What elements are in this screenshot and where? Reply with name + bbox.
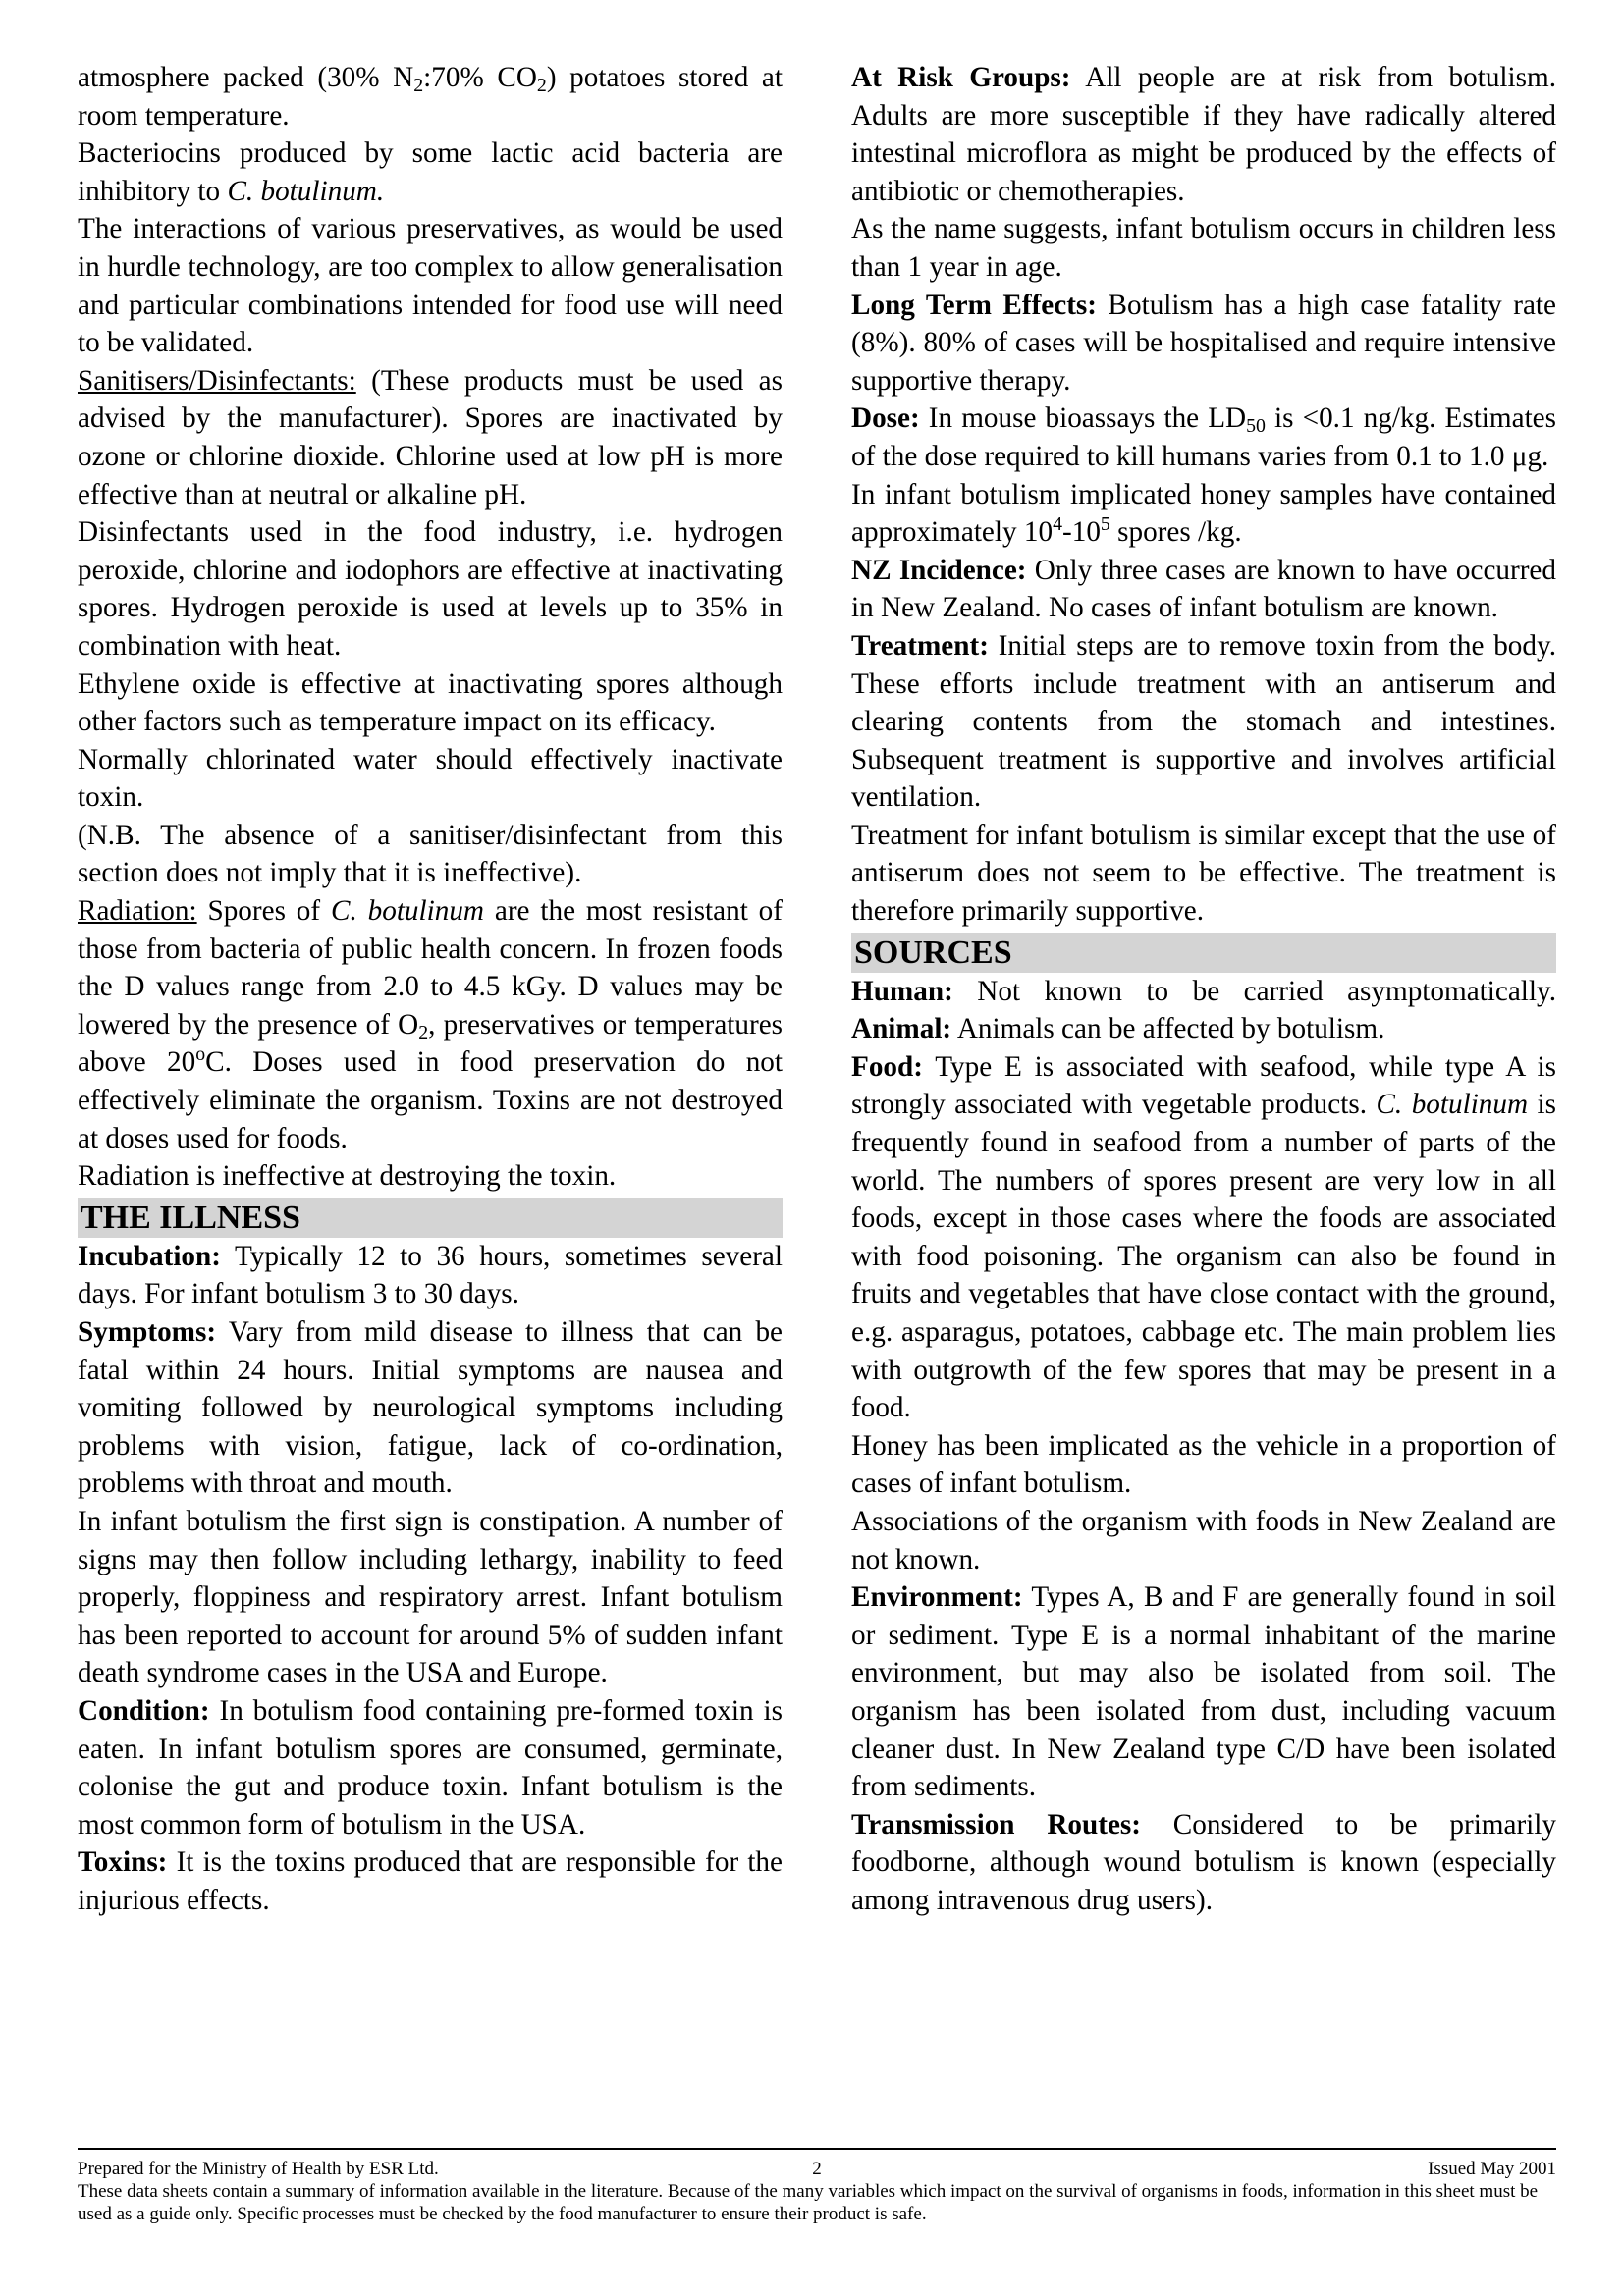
paragraph-nb-note: (N.B. The absence of a sanitiser/disinfectant from this section does not imply that it is ineffective). — [78, 819, 783, 889]
paragraph-treatment: Treatment: Initial steps are to remove toxin from the body. These efforts include treatment with an antiserum and clearing contents from the stomach and intestines. Subsequent treatment is supportive and involves artificial ventilation. — [851, 629, 1556, 814]
paragraph-treatment-infant: Treatment for infant botulism is similar except that the use of antiserum does not seem to be effective. The treatment is therefore primarily supportive. — [851, 819, 1556, 928]
footer-disclaimer: These data sheets contain a summary of information available in the literature. Because of the many variables which impact on the survival of organisms in foods, information in this sheet must be used as a guide only. Specific processes must be checked by the food manufacturer to ensure their product is safe. — [78, 2181, 1539, 2224]
radiation-label: Radiation: — [78, 895, 197, 928]
footer-prepared-by: Prepared for the Ministry of Health by ESR Ltd. — [78, 2159, 439, 2179]
paragraph-infant-signs: In infant botulism the first sign is constipation. A number of signs may then follow including lethargy, inability to feed properly, floppiness and respiratory arrest. Infant botulism has been reported to account for around 5% of sudden infant death syndrome cases in the USA and Europe. — [78, 1505, 783, 1689]
paragraph-animal: Animal: Animals can be affected by botulism. — [851, 1013, 1385, 1045]
footer-issue-date: Issued May 2001 — [1428, 2159, 1556, 2179]
section-heading-sources: SOURCES — [851, 933, 1556, 973]
paragraph-radiation-toxin: Radiation is ineffective at destroying the toxin. — [78, 1160, 617, 1193]
paragraph-long-term-effects: Long Term Effects: Botulism has a high case fatality rate (8%). 80% of cases will be hospitalised and require intensive supportive therapy. — [851, 289, 1556, 397]
paragraph-infant-age: As the name suggests, infant botulism occurs in children less than 1 year in age. — [851, 213, 1556, 283]
page-footer — [78, 2159, 1556, 2225]
left-column — [78, 59, 783, 1920]
paragraph-transmission-routes: Transmission Routes: Considered to be primarily foodborne, although wound botulism is known (especially among intravenous drug users). — [851, 1808, 1556, 1916]
paragraph-at-risk-groups: At Risk Groups: All people are at risk from botulism. Adults are more susceptible if they have radically altered intestinal microflora as might be produced by the effects of antibiotic or chemotherapies. — [851, 62, 1556, 207]
paragraph-radiation: Radiation: Spores of C. botulinum are the most resistant of those from bacteria of public health concern. In frozen foods the D values range from 2.0 to 4.5 kGy. D values may be lowered by the presence of $O_2$, preservatives or temperatures above 20$^o$C. Doses used in food preservation do not effectively eliminate the organism. Toxins are not destroyed at doses used for foods. — [78, 895, 784, 1154]
paragraph-symptoms: Symptoms: Vary from mild disease to illness that can be fatal within 24 hours. Initial symptoms are nausea and vomiting followed by neurological symptoms including problems with vision, fatigue, lack of co-ordination, problems with throat and mouth. — [78, 1316, 783, 1500]
section-heading-illness: THE ILLNESS — [78, 1198, 783, 1238]
footer-info-row — [78, 2159, 1556, 2181]
paragraph-food: Food: Type E is associated with seafood, while type A is strongly associated with vegetable products. C. botulinum is frequently found in seafood from a number of parts of the world. The numbers of spores present are very low in all foods, except in those cases where the foods are associated with food poisoning. The organism can also be found in fruits and vegetables that have close contact with the ground, e.g. asparagus, potatoes, cabbage etc. The main problem lies with outgrowth of the few spores that may be present in a food. — [851, 1050, 1557, 1424]
paragraph-nz-incidence: NZ Incidence: Only three cases are known to have occurred in New Zealand. No cases of infant botulism are known. — [851, 554, 1556, 624]
page-number: 2 — [812, 2159, 822, 2179]
paragraph-condition: Condition: In botulism food containing pre-formed toxin is eaten. In infant botulism spores are consumed, germinate, colonise the gut and produce toxin. Infant botulism is the most common form of botulism in the USA. — [78, 1694, 783, 1841]
paragraph-disinfectants-industry: Disinfectants used in the food industry, i.e. hydrogen peroxide, chlorine and iodophors are effective at inactivating spores. Hydrogen peroxide is used at levels up to 35% in combination with heat. — [78, 516, 783, 662]
paragraph-dose: Dose: In mouse bioassays the $LD_{50}$ is <0.1 ng/kg. Estimates of the dose required to kill humans varies from 0.1 to 1.0 μg. — [851, 402, 1556, 472]
sanitisers-label: Sanitisers/Disinfectants: — [78, 364, 356, 397]
paragraph-hurdle-technology: The interactions of various preservatives, as would be used in hurdle technology, are too complex to allow generalisation and particular combinations intended for food use will need to be validated. — [78, 213, 783, 359]
paragraph-modified-atmosphere: atmosphere packed (30% $N_2:70\%$ $CO_2$) potatoes stored at room temperature. — [78, 62, 783, 132]
right-column — [851, 59, 1556, 1920]
paragraph-human-line1: Human: Not known to be carried asymptomatically. — [851, 975, 1556, 1007]
paragraph-ethylene-oxide: Ethylene oxide is effective at inactivating spores although other factors such as temperature impact on its efficacy. — [78, 667, 783, 738]
paragraph-chlorinated-water: Normally chlorinated water should effectively inactivate toxin. — [78, 743, 783, 814]
paragraph-honey-dose: In infant botulism implicated honey samples have contained approximately $10^4-10^5$ spores /kg. — [851, 478, 1556, 549]
paragraph-honey-vehicle: Honey has been implicated as the vehicle in a proportion of cases of infant botulism. — [851, 1429, 1556, 1500]
footer-divider — [78, 2148, 1556, 2150]
paragraph-environment: Environment: Types A, B and F are generally found in soil or sediment. Type E is a normal inhabitant of the marine environment, but may also be isolated from soil. The organism has been isolated from dust, including vacuum cleaner dust. In New Zealand type C/D have been isolated from sediments. — [851, 1581, 1556, 1803]
paragraph-nz-foods: Associations of the organism with foods in New Zealand are not known. — [851, 1505, 1556, 1575]
paragraph-toxins: Toxins: It is the toxins produced that are responsible for the injurious effects. — [78, 1846, 783, 1916]
paragraph-bacteriocins: Bacteriocins produced by some lactic acid bacteria are inhibitory to C. botulinum. — [78, 137, 783, 207]
paragraph-incubation: Incubation: Typically 12 to 36 hours, sometimes several days. For infant botulism 3 to 30 days. — [78, 1240, 783, 1310]
paragraph-sanitisers: Sanitisers/Disinfectants: (These products must be used as advised by the manufacturer). Spores are inactivated by ozone or chlorine dioxide. Chlorine used at low pH is more effective than at neutral or alkaline pH. — [78, 364, 783, 510]
